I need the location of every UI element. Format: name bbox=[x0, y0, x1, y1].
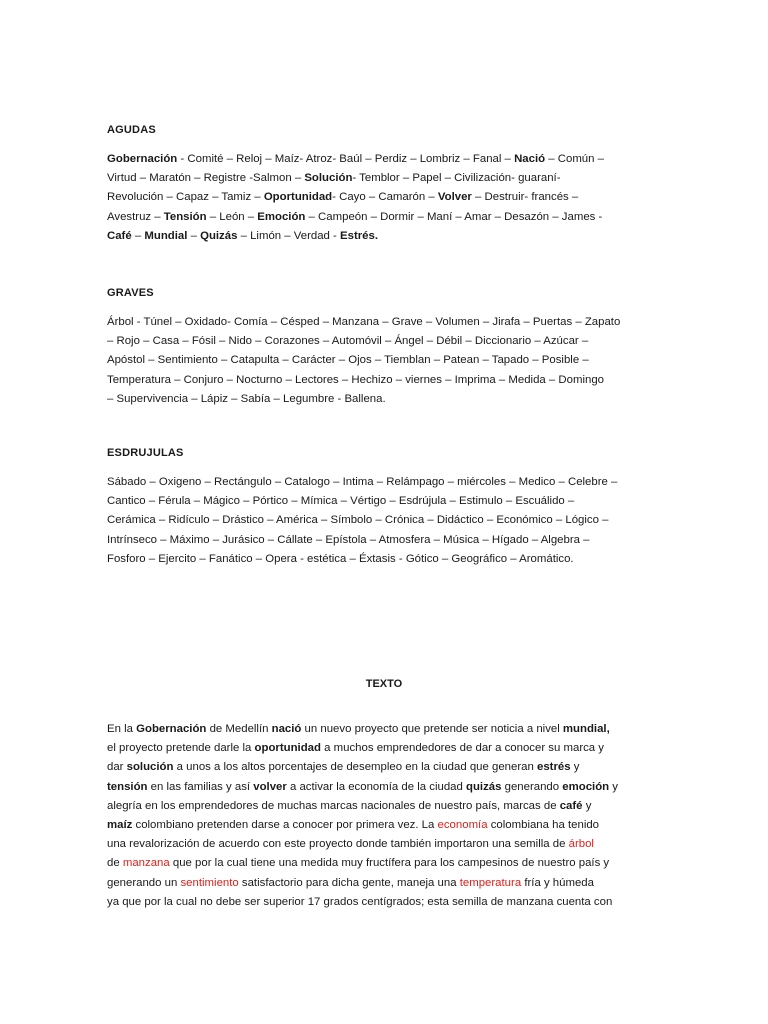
bold-word: Oportunidad bbox=[263, 191, 333, 204]
text-line bbox=[107, 550, 663, 569]
bold-word: café bbox=[559, 799, 583, 812]
text-run: Avestruz – bbox=[107, 210, 164, 223]
text-line bbox=[107, 371, 663, 390]
text-line bbox=[107, 531, 663, 550]
texto-paragraph bbox=[107, 720, 663, 912]
text-run: a muchos emprendedores de dar a conocer su marca y bbox=[320, 742, 604, 755]
text-line bbox=[107, 854, 663, 873]
text-run: fría y húmeda bbox=[521, 876, 594, 889]
section-heading-graves: GRAVES bbox=[107, 287, 154, 299]
text-run: ya que por la cual no debe ser superior 17 grados centígrados; esta semilla de manzana cuenta con bbox=[107, 895, 613, 908]
text-line bbox=[107, 351, 663, 370]
text-line bbox=[107, 797, 663, 816]
text-run: de Medellín bbox=[206, 723, 272, 735]
text-run: alegría en los emprendedores de muchas marcas nacionales de nuestro país, marcas de bbox=[107, 799, 560, 812]
highlighted-word: economía bbox=[437, 819, 488, 832]
bold-word: Quizás bbox=[200, 229, 238, 242]
text-run: – Común – bbox=[545, 153, 604, 165]
text-line bbox=[107, 390, 663, 409]
text-run: – Supervivencia – Lápiz – Sabía – Legumbre - Ballena. bbox=[107, 392, 386, 405]
text-line bbox=[107, 778, 663, 797]
bold-word: estrés bbox=[536, 761, 571, 774]
text-run: una revalorización de acuerdo con este proyecto donde también importaron una semilla de bbox=[107, 838, 569, 851]
agudas-word-list bbox=[107, 150, 663, 246]
text-line bbox=[107, 893, 663, 912]
text-line bbox=[107, 473, 663, 492]
bold-word: Estrés. bbox=[340, 229, 379, 242]
highlighted-word: temperatura bbox=[459, 876, 522, 889]
bold-word: Gobernación bbox=[107, 153, 178, 165]
text-run: - Cayo – Camarón – bbox=[332, 191, 438, 204]
text-line bbox=[107, 874, 663, 893]
text-run: generando bbox=[501, 780, 563, 793]
text-run: Virtud – Maratón – Registre -Salmon – bbox=[107, 172, 305, 185]
text-run: Sábado – Oxigeno – Rectángulo – Catalogo – Intima – Relámpago – miércoles – Medico – Celebre – bbox=[107, 476, 618, 488]
text-line bbox=[107, 758, 663, 777]
text-run: – bbox=[187, 229, 201, 242]
text-line bbox=[107, 739, 663, 758]
bold-word: volver bbox=[253, 780, 287, 793]
text-run: en las familias y así bbox=[147, 780, 254, 793]
text-run: – Destruir- francés – bbox=[471, 191, 579, 204]
text-run: y bbox=[570, 761, 580, 774]
text-run: colombiano pretenden darse a conocer por primera vez. La bbox=[132, 819, 438, 832]
text-line bbox=[107, 313, 663, 332]
esdrujulas-word-list bbox=[107, 473, 663, 569]
bold-word: nació bbox=[271, 723, 302, 735]
text-line bbox=[107, 720, 663, 739]
text-run: Apóstol – Sentimiento – Catapulta – Carácter – Ojos – Tiemblan – Patean – Tapado – Posible – bbox=[107, 354, 589, 367]
text-run: y bbox=[582, 799, 592, 812]
section-graves bbox=[107, 287, 663, 409]
bold-word: Solución bbox=[304, 172, 353, 185]
text-run: Cantico – Férula – Mágico – Pórtico – Mímica – Vértigo – Esdrújula – Estimulo – Escuálido – bbox=[107, 495, 575, 508]
text-line bbox=[107, 332, 663, 351]
text-run: a unos a los altos porcentajes de desempleo en la ciudad que generan bbox=[173, 761, 537, 774]
text-run: dar bbox=[107, 761, 127, 774]
text-run: Fosforo – Ejercito – Fanático – Opera - estética – Éxtasis - Gótico – Geográfico – Aromático. bbox=[107, 552, 574, 565]
section-agudas bbox=[107, 124, 663, 246]
bold-word: maíz bbox=[107, 819, 133, 832]
text-run: un nuevo proyecto que pretende ser noticia a nivel bbox=[301, 723, 563, 735]
text-run: – Rojo – Casa – Fósil – Nido – Corazones – Automóvil – Ángel – Débil – Diccionario – Azúcar – bbox=[107, 335, 589, 348]
bold-word: quizás bbox=[466, 780, 502, 793]
bold-word: Nació bbox=[514, 153, 546, 165]
text-run: Árbol - Túnel – Oxidado- Comía – Césped – Manzana – Grave – Volumen – Jirafa – Puertas – Zapato bbox=[107, 316, 621, 328]
graves-word-list bbox=[107, 313, 663, 409]
text-line bbox=[107, 511, 663, 530]
bold-word: oportunidad bbox=[254, 742, 321, 755]
section-heading-esdrujulas: ESDRUJULAS bbox=[107, 447, 184, 459]
highlighted-word: manzana bbox=[122, 857, 170, 870]
text-line bbox=[107, 208, 663, 227]
text-run: – León – bbox=[206, 210, 258, 223]
text-line bbox=[107, 492, 663, 511]
bold-word: Mundial bbox=[144, 229, 188, 242]
bold-word: mundial, bbox=[562, 723, 610, 735]
highlighted-word: sentimiento bbox=[180, 876, 239, 889]
section-heading-agudas: AGUDAS bbox=[107, 124, 156, 136]
text-run: Intrínseco – Máximo – Jurásico – Cállate – Epístola – Atmosfera – Música – Hígado – Algebra – bbox=[107, 533, 590, 546]
text-run: Temperatura – Conjuro – Nocturno – Lectores – Hechizo – viernes – Imprima – Medida – Domingo bbox=[107, 373, 605, 386]
text-run: satisfactorio para dicha gente, maneja una bbox=[238, 876, 460, 889]
text-run: Cerámica – Ridículo – Drástico – América – Símbolo – Crónica – Didáctico – Económico – Lógico – bbox=[107, 514, 609, 527]
text-line bbox=[107, 169, 663, 188]
text-run: – Limón – Verdad - bbox=[237, 229, 341, 242]
text-run: Revolución – Capaz – Tamiz – bbox=[107, 191, 264, 204]
text-run: el proyecto pretende darle la bbox=[107, 742, 255, 755]
text-run: que por la cual tiene una medida muy fructífera para los campesinos de nuestro país y bbox=[169, 857, 610, 870]
bold-word: tensión bbox=[107, 780, 148, 793]
bold-word: Emoción bbox=[257, 210, 306, 223]
bold-word: solución bbox=[126, 761, 174, 774]
text-run: – bbox=[131, 229, 145, 242]
section-texto bbox=[107, 720, 663, 912]
bold-word: Tensión bbox=[163, 210, 207, 223]
bold-word: emoción bbox=[562, 780, 610, 793]
bold-word: Volver bbox=[437, 191, 472, 204]
text-run: generando un bbox=[107, 876, 181, 889]
text-run: a activar la economía de la ciudad bbox=[286, 780, 467, 793]
bold-word: Gobernación bbox=[136, 723, 207, 735]
text-run: de bbox=[107, 857, 123, 870]
text-line bbox=[107, 227, 663, 246]
text-run: y bbox=[609, 780, 618, 793]
text-line bbox=[107, 816, 663, 835]
text-run: En la bbox=[107, 723, 137, 735]
text-run: – Campeón – Dormir – Maní – Amar – Desazón – James - bbox=[305, 210, 603, 223]
text-run: - Comité – Reloj – Maíz- Atroz- Baúl – Perdiz – Lombriz – Fanal – bbox=[177, 153, 515, 165]
highlighted-word: árbol bbox=[568, 838, 594, 851]
text-run: - Temblor – Papel – Civilización- guaraní- bbox=[352, 172, 561, 185]
text-run: colombiana ha tenido bbox=[487, 819, 600, 832]
text-line bbox=[107, 835, 663, 854]
section-heading-texto: TEXTO bbox=[365, 678, 403, 691]
section-esdrujulas bbox=[107, 447, 663, 569]
text-line bbox=[107, 188, 663, 207]
bold-word: Café bbox=[107, 229, 132, 242]
text-line bbox=[107, 150, 663, 169]
